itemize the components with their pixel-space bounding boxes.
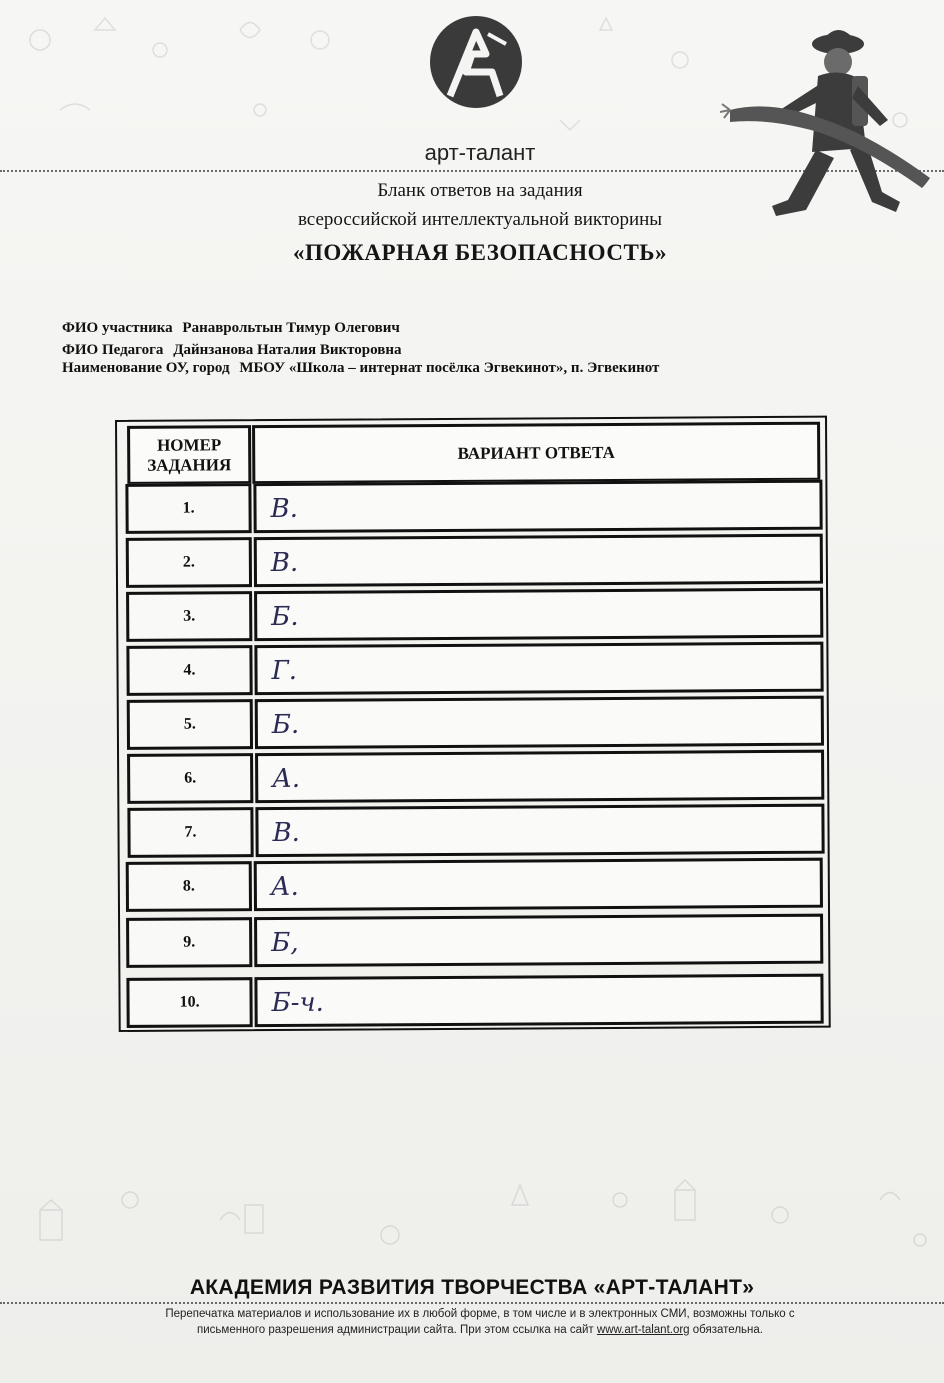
notice-line-2-start: письменного разрешения администрации сайта. При этом ссылка на сайт <box>197 1324 597 1336</box>
school-name <box>62 360 659 377</box>
task-number: 7. <box>127 807 253 858</box>
sheet-title-line-1: Бланк ответов на задания <box>377 180 583 201</box>
participant-name-label: ФИО участника <box>62 320 173 336</box>
answer-cell <box>254 974 823 1027</box>
academy-title: АКАДЕМИЯ РАЗВИТИЯ ТВОРЧЕСТВА «АРТ-ТАЛАНТ» <box>189 1276 755 1299</box>
notice-line-2-end: обязательна. <box>689 1324 763 1336</box>
handwritten-answer: В. <box>270 547 299 579</box>
task-number: 4. <box>126 645 252 696</box>
participant-name-value: Ранаврольтын Тимур Олегович <box>182 320 400 336</box>
column-header-answer: ВАРИАНТ ОТВЕТА <box>252 422 820 484</box>
column-header-number: НОМЕР ЗАДАНИЯ <box>127 425 251 485</box>
handwritten-answer: В. <box>270 493 299 525</box>
handwritten-answer: Б. <box>271 709 300 741</box>
copyright-notice <box>100 1306 860 1338</box>
answer-cell <box>254 914 823 967</box>
answer-table <box>115 416 831 1032</box>
quiz-title: «ПОЖАРНАЯ БЕЗОПАСНОСТЬ» <box>292 240 667 265</box>
sheet-title-line-2: всероссийской интеллектуальной викторины <box>297 209 663 230</box>
firefighter-illustration <box>720 14 940 236</box>
teacher-name-label: ФИО Педагога <box>62 342 164 358</box>
answer-cell <box>254 642 823 695</box>
answer-cell <box>254 858 823 911</box>
teacher-name <box>62 342 402 359</box>
handwritten-answer: Г. <box>271 655 298 687</box>
task-number: 3. <box>126 591 252 642</box>
task-number: 9. <box>126 917 252 968</box>
task-number: 1. <box>125 483 251 534</box>
answer-cell <box>254 534 823 587</box>
notice-line-1: Перепечатка материалов и использование их в любой форме, в том числе и в электронных СМИ, возможны только с <box>165 1308 795 1320</box>
task-number: 5. <box>127 699 253 750</box>
answer-cell <box>253 480 822 533</box>
participant-name <box>62 320 400 337</box>
task-number: 10. <box>126 977 252 1028</box>
footer-divider <box>0 1302 944 1304</box>
school-name-value: МБОУ «Школа – интернат посёлка Эгвекинот», п. Эгвекинот <box>239 360 660 376</box>
handwritten-answer: А. <box>270 871 299 903</box>
brand-name: арт-талант <box>424 140 536 165</box>
handwritten-answer: Б-ч. <box>271 987 324 1019</box>
task-number: 6. <box>127 753 253 804</box>
handwritten-answer: Б, <box>271 927 299 959</box>
art-talant-logo <box>428 14 524 110</box>
site-link[interactable]: www.art-talant.org <box>596 1324 690 1336</box>
task-number: 2. <box>126 537 252 588</box>
task-number: 8. <box>126 861 252 912</box>
handwritten-answer: А. <box>272 763 301 795</box>
answer-cell <box>255 696 824 749</box>
school-name-label: Наименование ОУ, город <box>62 360 230 376</box>
answer-cell <box>255 804 824 857</box>
notice-line-2 <box>100 1322 860 1338</box>
handwritten-answer: Б. <box>271 601 299 633</box>
answer-cell <box>254 588 823 641</box>
teacher-name-value: Дайнзанова Наталия Викторовна <box>173 342 402 358</box>
handwritten-answer: В. <box>272 817 300 849</box>
answer-cell <box>255 750 824 803</box>
